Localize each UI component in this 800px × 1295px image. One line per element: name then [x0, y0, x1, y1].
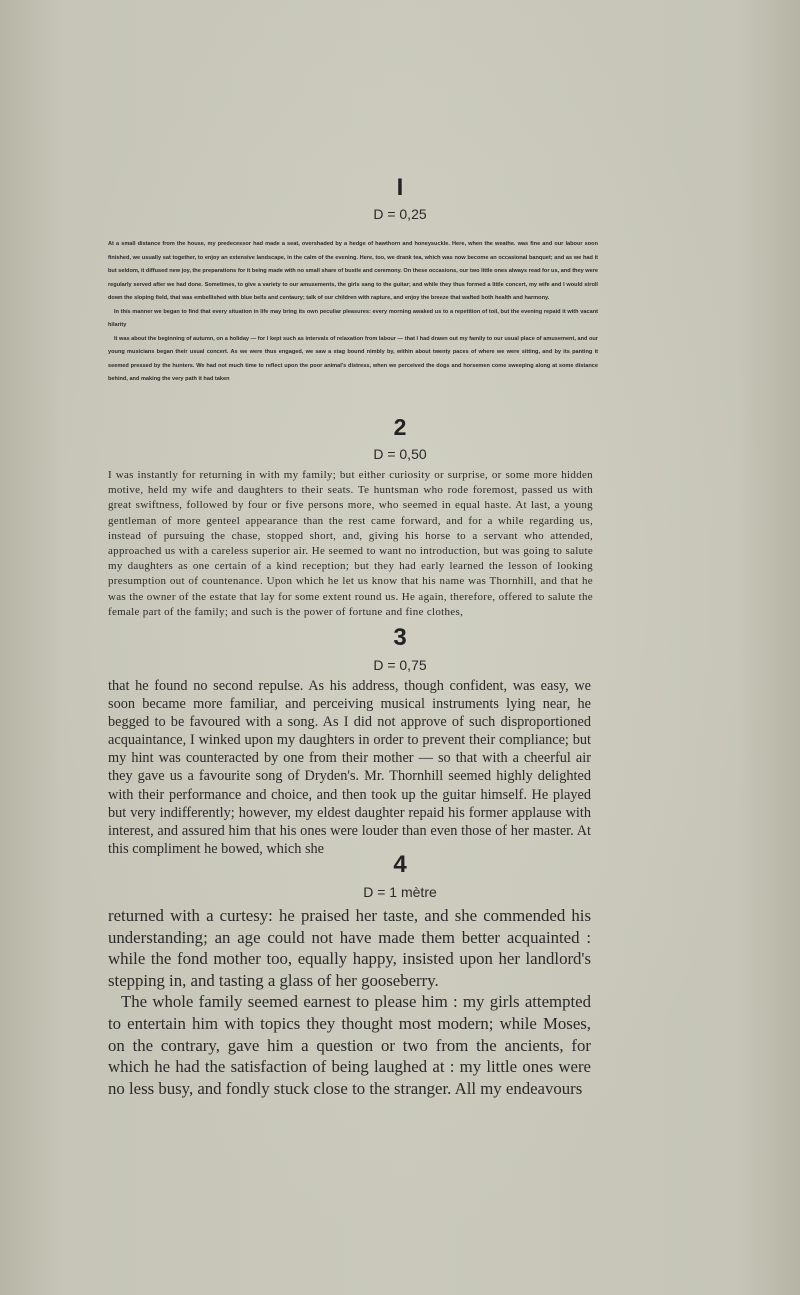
- reading-distance: D = 0,75: [373, 657, 427, 673]
- paragraph: It was about the beginning of autumn, on a holiday — for I kept such as intervals of relaxation from labour — that I had drawn out my family to our usual place of amusement, and our young musicians began their usual concert. As we were thus engaged, we saw a stag bound nimbly by, within about twenty paces of where we were sitting, and by its panting it seemed pressed by the hunters. We had not much time to reflect upon the poor animal's distress, when we perceived the dogs and horsemen come sweeping along at some distance behind, and making the very path it had taken: [108, 335, 598, 382]
- section-number: 3: [393, 624, 407, 651]
- paragraph: In this manner we began to find that every situation in life may bring its own peculiar pleasures: every morning awaked us to a repetition of toil, but the evening repaid it with vacant hilarity: [108, 308, 598, 328]
- section-number: 4: [393, 851, 407, 878]
- section-text: [108, 468, 593, 620]
- section-2: [0, 414, 800, 618]
- reading-distance: D = 0,25: [373, 206, 427, 222]
- section-1: [0, 174, 800, 382]
- section-text: [108, 677, 591, 858]
- reading-distance: D = 1 mètre: [363, 884, 437, 900]
- paragraph: that he found no second repulse. As his address, though confident, was easy, we soon became more familiar, and perceiving musical instruments lying near, he begged to be favoured with a song. As I did not approve of such disproportioned acquaintance, I winked upon my daughters in order to prevent their compliance; but my hint was counteracted by one from their mother — so that with a cheerful air they gave us a favourite song of Dryden's. Mr. Thornhill seemed highly delighted with their performance and choice, and then took up the guitar himself. He played but very indifferently; however, my eldest daughter repaid his former applause with interest, and assured him that his ones were louder than even those of her master. At this compliment he bowed, which she: [108, 678, 591, 857]
- section-number: 2: [393, 414, 407, 440]
- paragraph: returned with a curtesy: he praised her taste, and she commended his understanding; an age could not have made them better acquainted : while the fond mother too, equally happy, insisted upon her landlord's stepping in, and tasting a glass of her gooseberry.: [108, 906, 591, 990]
- section-text: [108, 905, 591, 1099]
- section-3: [0, 624, 800, 857]
- section-4: [0, 851, 800, 1098]
- section-number: I: [396, 174, 404, 201]
- paragraph: I was instantly for returning in with my family; but either curiosity or surprise, or some more hidden motive, held my wife and daughters to their seats. Te huntsman who rode foremost, passed us with great swiftness, followed by four or five persons more, who seemed in equal haste. At last, a young gentleman of more genteel appearance than the rest came forward, and for a while regarding us, instead of pursuing the chase, stopped short, and, giving his horse to a servant who attended, approached us with a careless superior air. He seemed to want no introduction, but was going to salute my daughters as one certain of a kind reception; but they had early learned the lesson of looking presumption out of countenance. Upon which he let us know that his name was Thornhill, and that he was the owner of the estate that lay for some extent round us. He again, therefore, offered to salute the female part of the family; and such is the power of fortune and fine clothes,: [108, 469, 593, 618]
- paragraph: At a small distance from the house, my predecessor had made a seat, overshaded by a hedge of hawthorn and honeysuckle. Here, when the weathe. was fine and our labour soon finished, we usually sat together, to enjoy an extensive landscape, in the calm of the evening. Here, too, we drank tea, which was now become an occasional banquet; and as we had it but seldom, it diffused new joy, the preparations for it being made with no small share of bustle and ceremony. On these occasions, our two little ones always read for us, and they were regularly served after we had done. Sometimes, to give a variety to our amusements, the girls sang to the guitar; and while they thus formed a little concert, my wife and I would stroll down the sloping field, that was embellished with blue bells and centaury; talk of our children with rapture, and enjoy the breeze that wafted both health and harmony.: [108, 241, 598, 301]
- section-text: [108, 238, 598, 387]
- paragraph: The whole family seemed earnest to please him : my girls attempted to entertain him with topics they thought most modern; while Moses, on the contrary, gave him a question or two from the ancients, for which he had the satisfaction of being laughed at : my little ones were no less busy, and fondly stuck close to the stranger. All my endeavours: [108, 992, 591, 1098]
- reading-distance: D = 0,50: [373, 446, 427, 462]
